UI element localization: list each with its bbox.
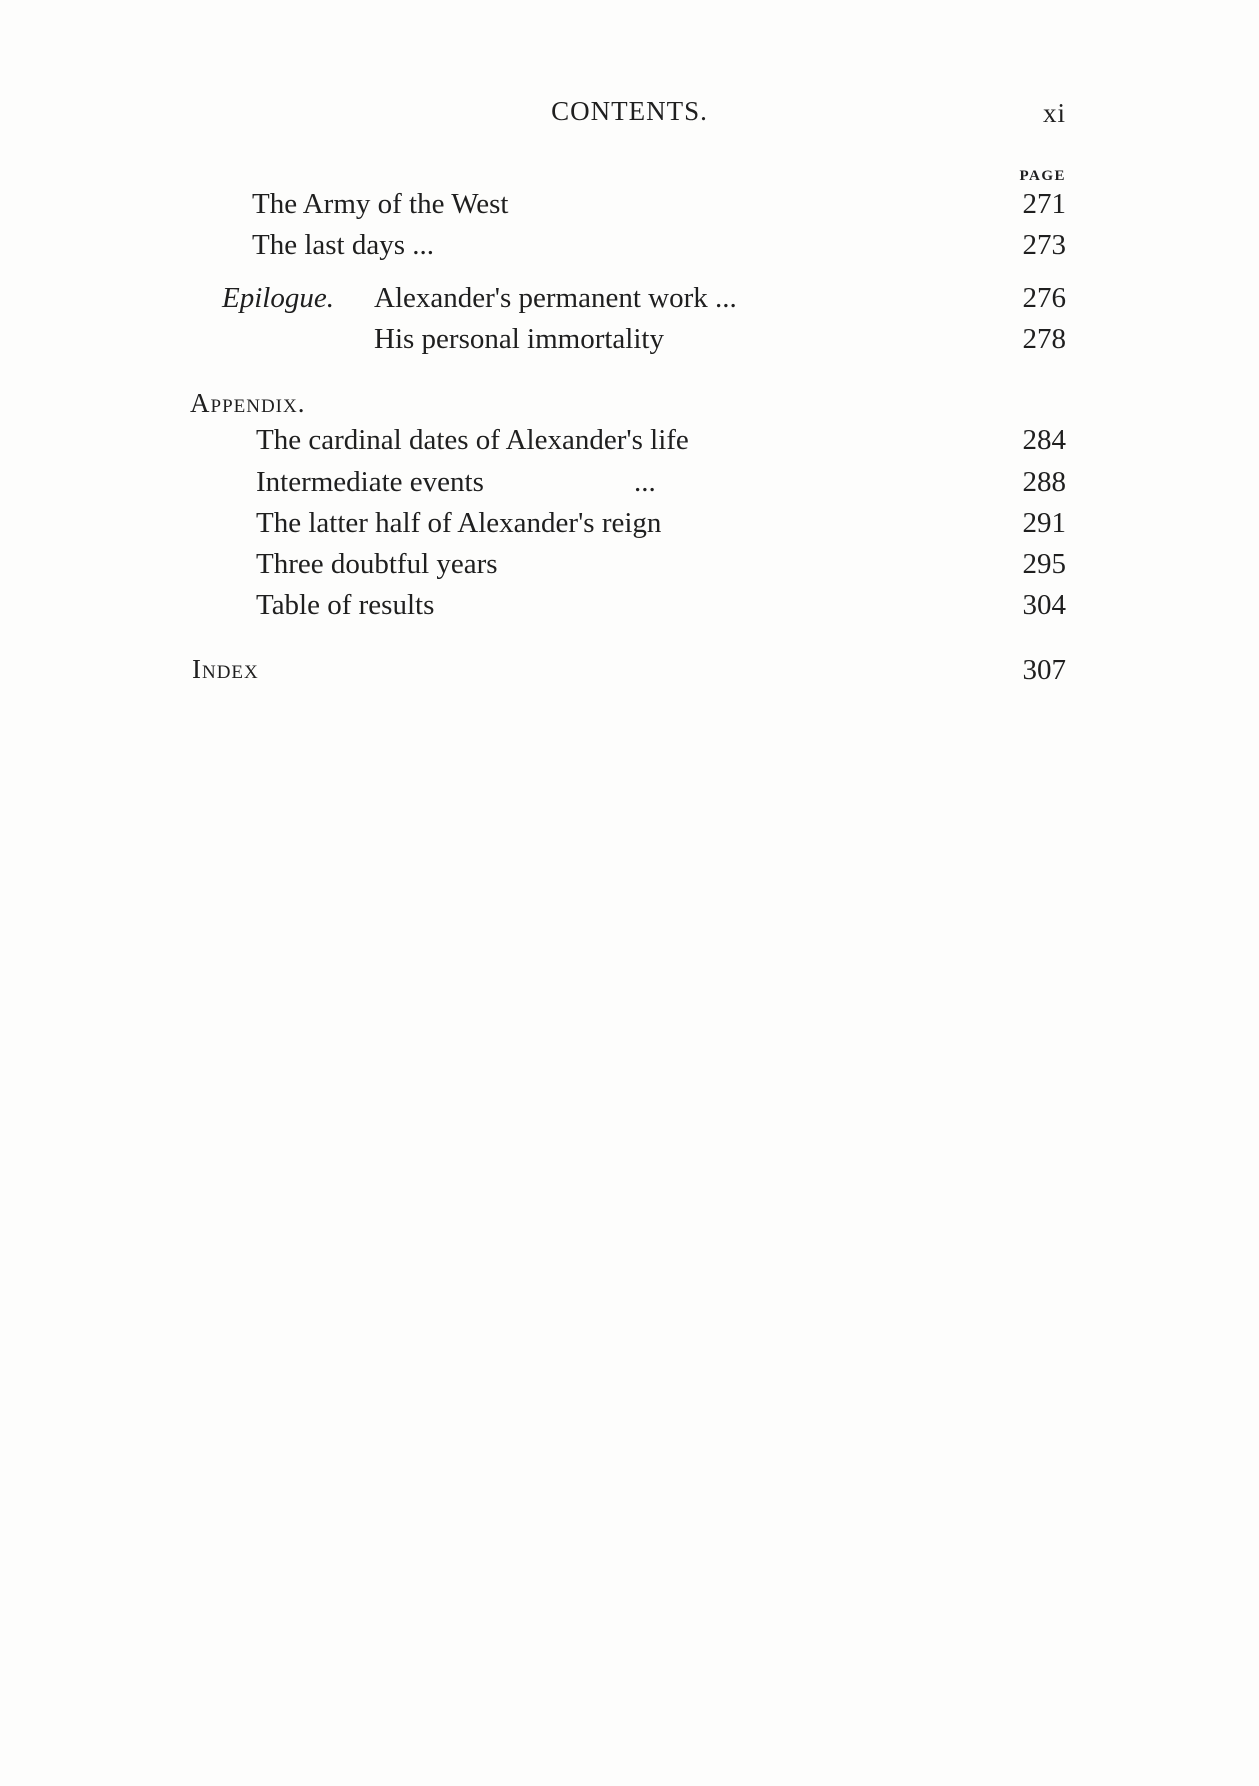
toc-entry-table-of-results: Table of results: [256, 589, 435, 621]
toc-page-291: 291: [1022, 507, 1066, 539]
header-title-text: CONTENTS.: [551, 96, 708, 126]
toc-leader-dots: ...: [634, 466, 656, 498]
toc-entry-personal-immortality: His personal immortality: [374, 323, 664, 355]
toc-page-304: 304: [1022, 589, 1066, 621]
toc-index-heading: Index: [192, 654, 259, 684]
toc-entry-intermediate-events: Intermediate events: [256, 466, 484, 498]
toc-page-288: 288: [1022, 466, 1066, 498]
toc-page-278: 278: [1022, 323, 1066, 355]
toc-entry-three-doubtful-years: Three doubtful years: [256, 548, 498, 580]
running-header-title: [0, 96, 1259, 127]
toc-page-273: 273: [1022, 229, 1066, 261]
toc-entry-last-days: The last days ...: [252, 229, 435, 261]
running-header-page-number: xi: [1042, 98, 1066, 128]
toc-epilogue-label: Epilogue.: [222, 282, 334, 314]
toc-entry-army-of-the-west: The Army of the West: [252, 188, 509, 220]
toc-page-307: 307: [1022, 654, 1066, 686]
toc-entry-latter-half: The latter half of Alexander's reign: [256, 507, 662, 539]
toc-page-284: 284: [1022, 424, 1066, 456]
toc-page-295: 295: [1022, 548, 1066, 580]
toc-page-271: 271: [1022, 188, 1066, 220]
toc-entry-permanent-work: Alexander's permanent work ...: [374, 282, 737, 314]
toc-entry-cardinal-dates: The cardinal dates of Alexander's life: [256, 424, 689, 456]
toc-appendix-heading: Appendix.: [190, 388, 306, 418]
page-column-label: PAGE: [1019, 168, 1066, 184]
toc-page-276: 276: [1022, 282, 1066, 314]
